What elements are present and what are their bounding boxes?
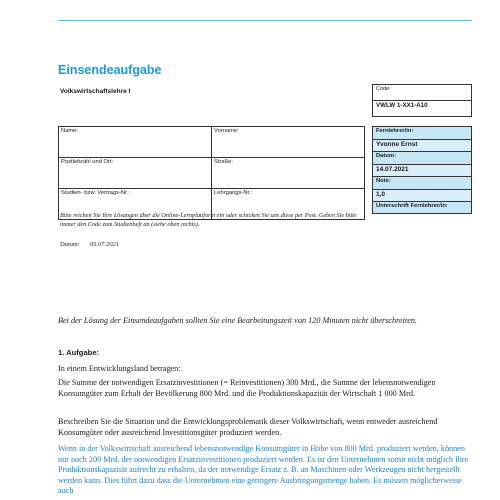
task-paragraph: In einem Entwicklungsland betragen: (58, 364, 181, 373)
name-field[interactable]: Name: (59, 127, 212, 158)
signature-label: Unterschrift Fernlehrer/in: (376, 203, 448, 209)
course-number-field[interactable]: Lehrgangs-Nr.: (212, 189, 365, 220)
street-field[interactable]: Straße: (212, 158, 365, 189)
teacher-value: Yvonne Ernst (373, 140, 471, 153)
submission-date-value: 05.07.2021 (89, 241, 120, 248)
code-box (372, 84, 472, 117)
form-row (59, 127, 365, 158)
answer-text: Wenn in der Volkswirtschaft ausreichend lebensnotwendige Konsumgüter in Höhe von 800 Mrd. produziert werden, können nur noch 200 Mrd. der notwendigen Ersatzinvestitionen produziert werden. Es ist den Unternehmen somit nicht möglich Ihre Produktionskapazität aufrecht zu erhalten, da der notwendige Ersatz z. B. an Maschinen oder Werkzeugen nicht hergestellt werden kann. Dies führt dazu dass die Unternehmen eine geringere Ausbringungsmenge haben. Es müssen möglicherweise auch (58, 444, 469, 495)
code-label: Code: (373, 85, 471, 101)
submission-instructions: Bitte reichen Sie Ihre Lösungen über die Online-Lernplattform ein oder schicken Sie uns diese per Post. Geben Sie bitte immer den Code zum Studienheft an (siehe oben rechts). (60, 212, 357, 228)
task-paragraph: Die Summe der notwendigen Ersatzinvestitionen (= Reinvestitionen) 300 Mrd., die Summe der lebensnotwendigen Konsumgüter zum Erhalt der Bevölkerung 800 Mrd. und die Produktionskapazität der Wirtschaft 1 000 Mrd. (58, 378, 436, 398)
teacher-label: Fernlehrer/in: (373, 127, 471, 140)
postal-city-field[interactable]: Postleitzahl und Ort: (59, 158, 212, 189)
page-title: Einsendeaufgabe (58, 63, 162, 77)
grading-box (372, 126, 472, 214)
task-heading: 1. Aufgabe: (58, 348, 100, 357)
submission-date (60, 241, 129, 248)
contract-number-field[interactable]: Studien- bzw. Vertrags-Nr.: (59, 189, 212, 220)
submission-date-label: Datum: (60, 241, 80, 248)
form-row (59, 158, 365, 189)
intro-text: Bei der Lösung der Einsendeaufgaben sollten Sie eine Bearbeitungszeit von 120 Minuten nicht überschreiten. (58, 316, 417, 325)
grade-value: 1,0 (373, 190, 471, 203)
grading-date-label: Datum: (373, 152, 471, 165)
code-value: VWLW 1-XX1-A10 (376, 102, 428, 109)
grade-label: Note: (373, 177, 471, 190)
first-name-field[interactable]: Vorname: (212, 127, 365, 158)
top-divider (58, 20, 472, 21)
grading-date-value: 14.07.2021 (373, 165, 471, 178)
course-name: Volkswirtschaftslehre I (60, 88, 131, 95)
student-info-form (58, 126, 365, 220)
task-paragraph: Beschreiben Sie die Situation und die Entwicklungsproblematik dieser Volkswirtschaft, wenn entweder ausreichend Konsumgüter oder ausreichend Investitionsgüter produziert werden. (58, 417, 438, 437)
